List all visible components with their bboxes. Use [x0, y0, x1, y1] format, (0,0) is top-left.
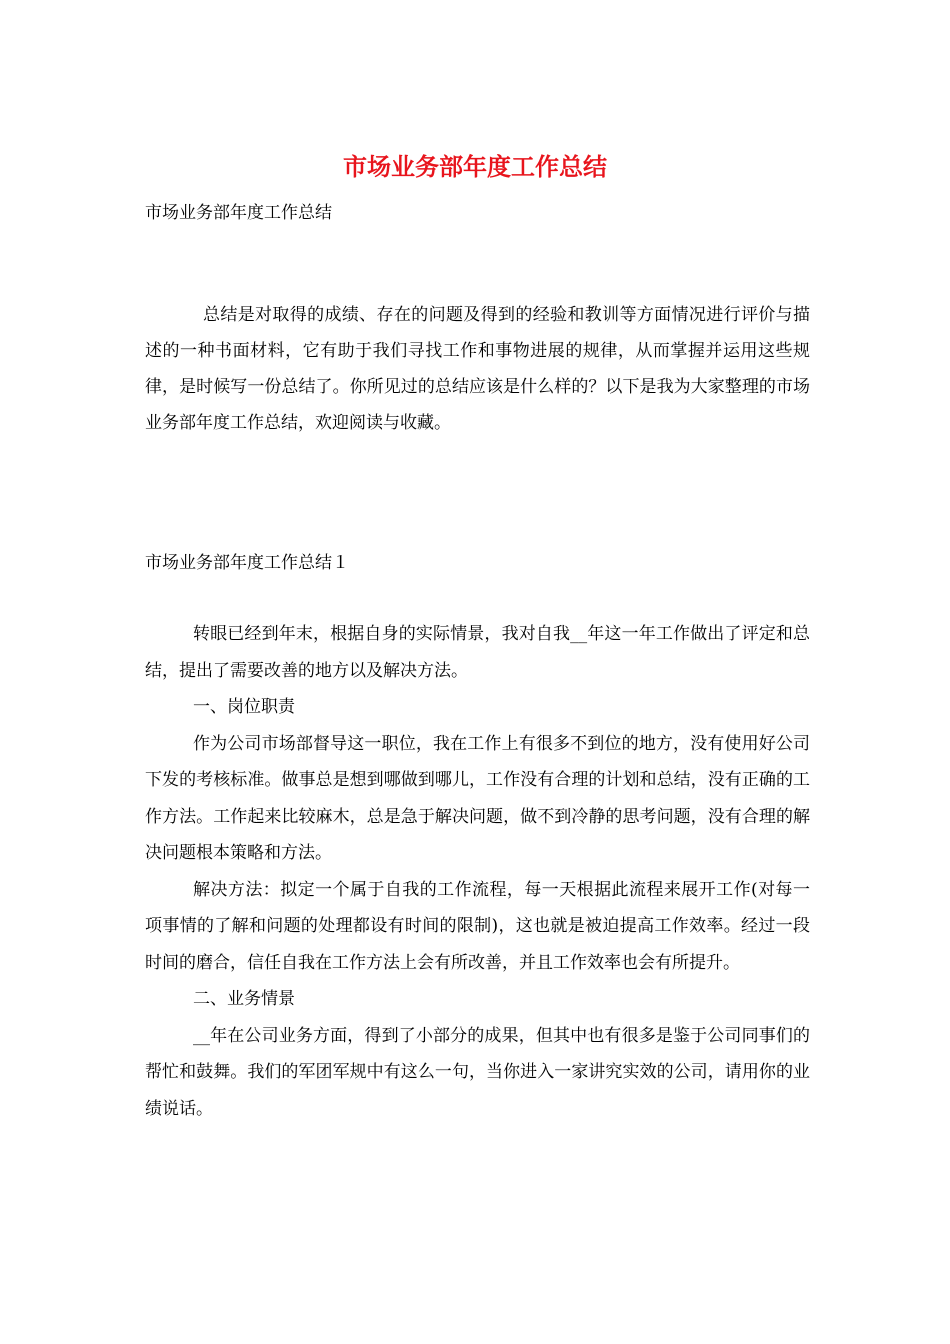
paragraph-business-situation: __年在公司业务方面，得到了小部分的成果，但其中也有很多是鉴于公司同事们的帮忙和鼓舞。我们的军团军规中有这么一句，当你进入一家讲究实效的公司，请用你的业绩说话。 [145, 1025, 810, 1119]
heading-job-duties: 一、岗位职责 [193, 697, 295, 717]
intro-paragraph: 总结是对取得的成绩、存在的问题及得到的经验和教训等方面情况进行评价与描述的一种书面材料，它有助于我们寻找工作和事物进展的规律，从而掌握并运用这些规律，是时候写一份总结了。你所见过的总结应该是什么样的？以下是我为大家整理的市场业务部年度工作总结，欢迎阅读与收藏。 [145, 305, 810, 433]
heading-business-situation: 二、业务情景 [193, 989, 295, 1009]
paragraph-solution: 解决方法：拟定一个属于自我的工作流程，每一天根据此流程来展开工作(对每一项事情的了解和问题的处理都设有时间的限制)，这也就是被迫提高工作效率。经过一段时间的磨合，信任自我在工作方法上会有所改善，并且工作效率也会有所提升。 [145, 879, 810, 973]
paragraph-year-end: 转眼已经到年末，根据自身的实际情景，我对自我__年这一年工作做出了评定和总结，提出了需要改善的地方以及解决方法。 [145, 624, 810, 681]
body-text [145, 616, 810, 1127]
section-heading: 市场业务部年度工作总结１ [145, 553, 349, 573]
document-subtitle: 市场业务部年度工作总结 [145, 203, 332, 223]
paragraph-job-duties: 作为公司市场部督导这一职位，我在工作上有很多不到位的地方，没有使用好公司下发的考核标准。做事总是想到哪做到哪儿，工作没有合理的计划和总结，没有正确的工作方法。工作起来比较麻木，总是急于解决问题，做不到冷静的思考问题，没有合理的解决问题根本策略和方法。 [145, 733, 810, 863]
document-title: 市场业务部年度工作总结 [343, 152, 607, 181]
